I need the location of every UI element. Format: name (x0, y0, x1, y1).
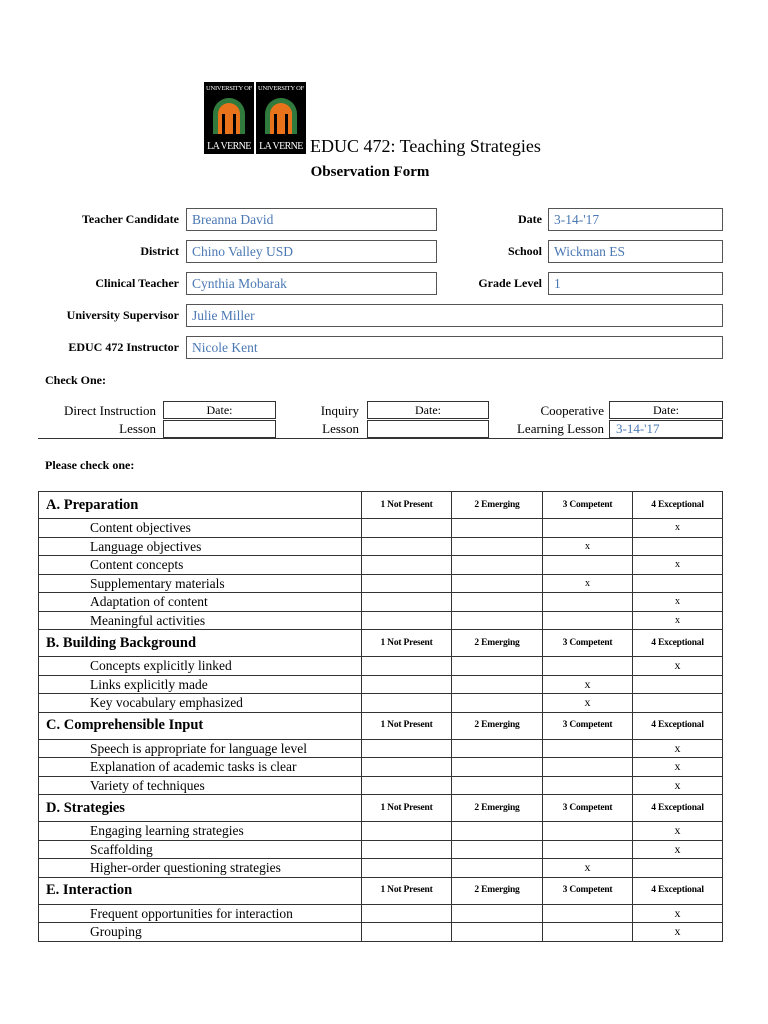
rating-cell-3[interactable] (543, 739, 633, 758)
rating-cell-2[interactable] (452, 923, 543, 942)
rating-cell-3[interactable] (543, 519, 633, 538)
rating-cell-3[interactable] (543, 657, 633, 676)
section-header-row (39, 492, 723, 519)
rating-cell-4[interactable]: x (633, 611, 723, 630)
rating-header: 4 Exceptional (633, 492, 723, 519)
district-label: District (140, 244, 179, 258)
rating-cell-4[interactable]: x (633, 923, 723, 942)
table-row (39, 657, 723, 676)
rating-cell-3[interactable]: x (543, 537, 633, 556)
rating-header: 2 Emerging (452, 492, 543, 519)
rating-cell-2[interactable] (452, 904, 543, 923)
district-field[interactable]: Chino Valley USD (186, 240, 437, 263)
section-header-row (39, 712, 723, 739)
criterion-label: Higher-order questioning strategies (39, 859, 362, 878)
clinical-teacher-label: Clinical Teacher (95, 276, 179, 290)
criterion-label: Variety of techniques (39, 776, 362, 795)
section-header-row (39, 795, 723, 822)
rating-header: 3 Competent (543, 712, 633, 739)
rating-cell-3[interactable]: x (543, 574, 633, 593)
check-one-label: Check One: (45, 373, 106, 387)
lesson-type-direct-label: Direct Instruction Lesson (63, 403, 156, 436)
university-supervisor-field[interactable]: Julie Miller (186, 304, 723, 327)
rating-header: 2 Emerging (452, 630, 543, 657)
rating-cell-2[interactable] (452, 840, 543, 859)
rating-cell-2[interactable] (452, 822, 543, 841)
rating-cell-3[interactable]: x (543, 694, 633, 713)
criterion-label: Grouping (39, 923, 362, 942)
rating-header: 1 Not Present (362, 630, 452, 657)
table-row (39, 840, 723, 859)
document-title: EDUC 472: Teaching Strategies (310, 136, 541, 156)
table-row (39, 556, 723, 575)
rating-cell-4[interactable]: x (633, 593, 723, 612)
rating-header: 2 Emerging (452, 795, 543, 822)
rating-cell-2[interactable] (452, 611, 543, 630)
rating-header: 1 Not Present (362, 877, 452, 904)
rating-cell-2[interactable] (452, 574, 543, 593)
criterion-label: Key vocabulary emphasized (39, 694, 362, 713)
lesson-type-inquiry-label: Inquiry Lesson (320, 403, 359, 436)
rating-cell-4[interactable]: x (633, 904, 723, 923)
rating-cell-1[interactable] (362, 611, 452, 630)
rating-cell-4[interactable]: x (633, 822, 723, 841)
observation-table (38, 491, 723, 942)
rating-cell-2[interactable] (452, 519, 543, 538)
rating-cell-4[interactable] (633, 675, 723, 694)
rating-cell-2[interactable] (452, 694, 543, 713)
rating-cell-3[interactable] (543, 556, 633, 575)
rating-cell-2[interactable] (452, 776, 543, 795)
table-row (39, 574, 723, 593)
rating-header: 4 Exceptional (633, 712, 723, 739)
rating-cell-1[interactable] (362, 574, 452, 593)
logo-bottom-text: LA VERNE (259, 141, 303, 152)
rating-header: 3 Competent (543, 877, 633, 904)
rating-header: 1 Not Present (362, 712, 452, 739)
rating-cell-2[interactable] (452, 859, 543, 878)
rating-cell-1[interactable] (362, 840, 452, 859)
table-row (39, 611, 723, 630)
rating-cell-3[interactable] (543, 822, 633, 841)
rating-cell-1[interactable] (362, 694, 452, 713)
criterion-label: Engaging learning strategies (39, 822, 362, 841)
date-label: Date (518, 212, 542, 226)
rating-cell-4[interactable]: x (633, 776, 723, 795)
rating-cell-2[interactable] (452, 593, 543, 612)
rating-cell-1[interactable] (362, 859, 452, 878)
rating-cell-4[interactable]: x (633, 739, 723, 758)
table-row (39, 923, 723, 942)
section-title: D. Strategies (39, 795, 362, 822)
clinical-teacher-field[interactable]: Cynthia Mobarak (186, 272, 437, 295)
lesson-row-divider (38, 438, 723, 439)
rating-cell-1[interactable] (362, 593, 452, 612)
section-header-row (39, 630, 723, 657)
rating-cell-2[interactable] (452, 537, 543, 556)
lesson-type-cooperative-label: Cooperative Learning Lesson (516, 403, 604, 436)
rating-cell-3[interactable] (543, 593, 633, 612)
inquiry-date-label: Date: (367, 401, 489, 419)
teacher-candidate-field[interactable]: Breanna David (186, 208, 437, 231)
rating-cell-1[interactable] (362, 657, 452, 676)
rating-cell-4[interactable] (633, 574, 723, 593)
rating-cell-4[interactable] (633, 537, 723, 556)
university-logo (204, 82, 254, 154)
table-row (39, 694, 723, 713)
criterion-label: Explanation of academic tasks is clear (39, 758, 362, 777)
school-field[interactable]: Wickman ES (548, 240, 723, 263)
rating-cell-1[interactable] (362, 675, 452, 694)
rating-cell-3[interactable] (543, 758, 633, 777)
rating-cell-4[interactable] (633, 859, 723, 878)
rating-cell-3[interactable] (543, 904, 633, 923)
rating-cell-3[interactable]: x (543, 859, 633, 878)
table-row (39, 593, 723, 612)
rating-header: 3 Competent (543, 492, 633, 519)
rating-cell-2[interactable] (452, 739, 543, 758)
criterion-label: Adaptation of content (39, 593, 362, 612)
rating-cell-2[interactable] (452, 675, 543, 694)
section-title: C. Comprehensible Input (39, 712, 362, 739)
rating-cell-1[interactable] (362, 904, 452, 923)
criterion-label: Content objectives (39, 519, 362, 538)
rating-cell-4[interactable]: x (633, 840, 723, 859)
university-supervisor-label: University Supervisor (66, 308, 179, 322)
rating-cell-1[interactable] (362, 923, 452, 942)
rating-cell-1[interactable] (362, 556, 452, 575)
rating-cell-4[interactable]: x (633, 556, 723, 575)
school-label: School (507, 244, 542, 258)
table-row (39, 904, 723, 923)
rating-cell-1[interactable] (362, 822, 452, 841)
criterion-label: Frequent opportunities for interaction (39, 904, 362, 923)
rating-cell-1[interactable] (362, 537, 452, 556)
rating-cell-4[interactable] (633, 694, 723, 713)
grade-level-label: Grade Level (478, 276, 542, 290)
rating-header: 4 Exceptional (633, 877, 723, 904)
criterion-label: Speech is appropriate for language level (39, 739, 362, 758)
logo-top-text: UNIVERSITY OF (257, 85, 305, 92)
rating-cell-4[interactable]: x (633, 657, 723, 676)
teacher-candidate-label: Teacher Candidate (81, 212, 179, 226)
rating-cell-3[interactable] (543, 776, 633, 795)
rating-header: 3 Competent (543, 795, 633, 822)
rating-header: 2 Emerging (452, 877, 543, 904)
rating-cell-4[interactable]: x (633, 519, 723, 538)
table-row (39, 675, 723, 694)
direct-date-label: Date: (163, 401, 276, 419)
rating-header: 4 Exceptional (633, 630, 723, 657)
rating-header: 3 Competent (543, 630, 633, 657)
section-header-row (39, 877, 723, 904)
table-row (39, 739, 723, 758)
table-row (39, 519, 723, 538)
rating-cell-4[interactable]: x (633, 758, 723, 777)
section-title: E. Interaction (39, 877, 362, 904)
rating-header: 1 Not Present (362, 492, 452, 519)
criterion-label: Meaningful activities (39, 611, 362, 630)
cooperative-date-field[interactable]: 3-14-'17 (609, 420, 723, 438)
please-check-label: Please check one: (45, 458, 135, 472)
instructor-field[interactable]: Nicole Kent (186, 336, 723, 359)
cooperative-date-label: Date: (609, 401, 723, 419)
criterion-label: Links explicitly made (39, 675, 362, 694)
criterion-label: Supplementary materials (39, 574, 362, 593)
rating-cell-1[interactable] (362, 519, 452, 538)
table-row (39, 758, 723, 777)
table-row (39, 859, 723, 878)
rating-cell-1[interactable] (362, 776, 452, 795)
section-title: B. Building Background (39, 630, 362, 657)
rating-header: 4 Exceptional (633, 795, 723, 822)
direct-date-field[interactable] (163, 420, 276, 438)
table-row (39, 776, 723, 795)
criterion-label: Language objectives (39, 537, 362, 556)
table-row (39, 822, 723, 841)
rating-cell-3[interactable] (543, 923, 633, 942)
logo-arch-icon (265, 98, 297, 134)
logo-bottom-text: LA VERNE (207, 141, 251, 152)
rating-cell-1[interactable] (362, 739, 452, 758)
criterion-label: Content concepts (39, 556, 362, 575)
rating-header: 1 Not Present (362, 795, 452, 822)
criterion-label: Concepts explicitly linked (39, 657, 362, 676)
criterion-label: Scaffolding (39, 840, 362, 859)
rating-cell-3[interactable] (543, 840, 633, 859)
rating-cell-2[interactable] (452, 556, 543, 575)
instructor-label: EDUC 472 Instructor (68, 340, 179, 354)
rating-cell-1[interactable] (362, 758, 452, 777)
rating-cell-2[interactable] (452, 657, 543, 676)
date-field[interactable]: 3-14-'17 (548, 208, 723, 231)
rating-cell-2[interactable] (452, 758, 543, 777)
logo-arch-icon (213, 98, 245, 134)
logo-top-text: UNIVERSITY OF (205, 85, 253, 92)
document-subtitle: Observation Form (310, 164, 430, 180)
inquiry-date-field[interactable] (367, 420, 489, 438)
rating-header: 2 Emerging (452, 712, 543, 739)
table-row (39, 537, 723, 556)
rating-cell-3[interactable] (543, 611, 633, 630)
rating-cell-3[interactable]: x (543, 675, 633, 694)
university-logo (256, 82, 306, 154)
section-title: A. Preparation (39, 492, 362, 519)
grade-level-field[interactable]: 1 (548, 272, 723, 295)
